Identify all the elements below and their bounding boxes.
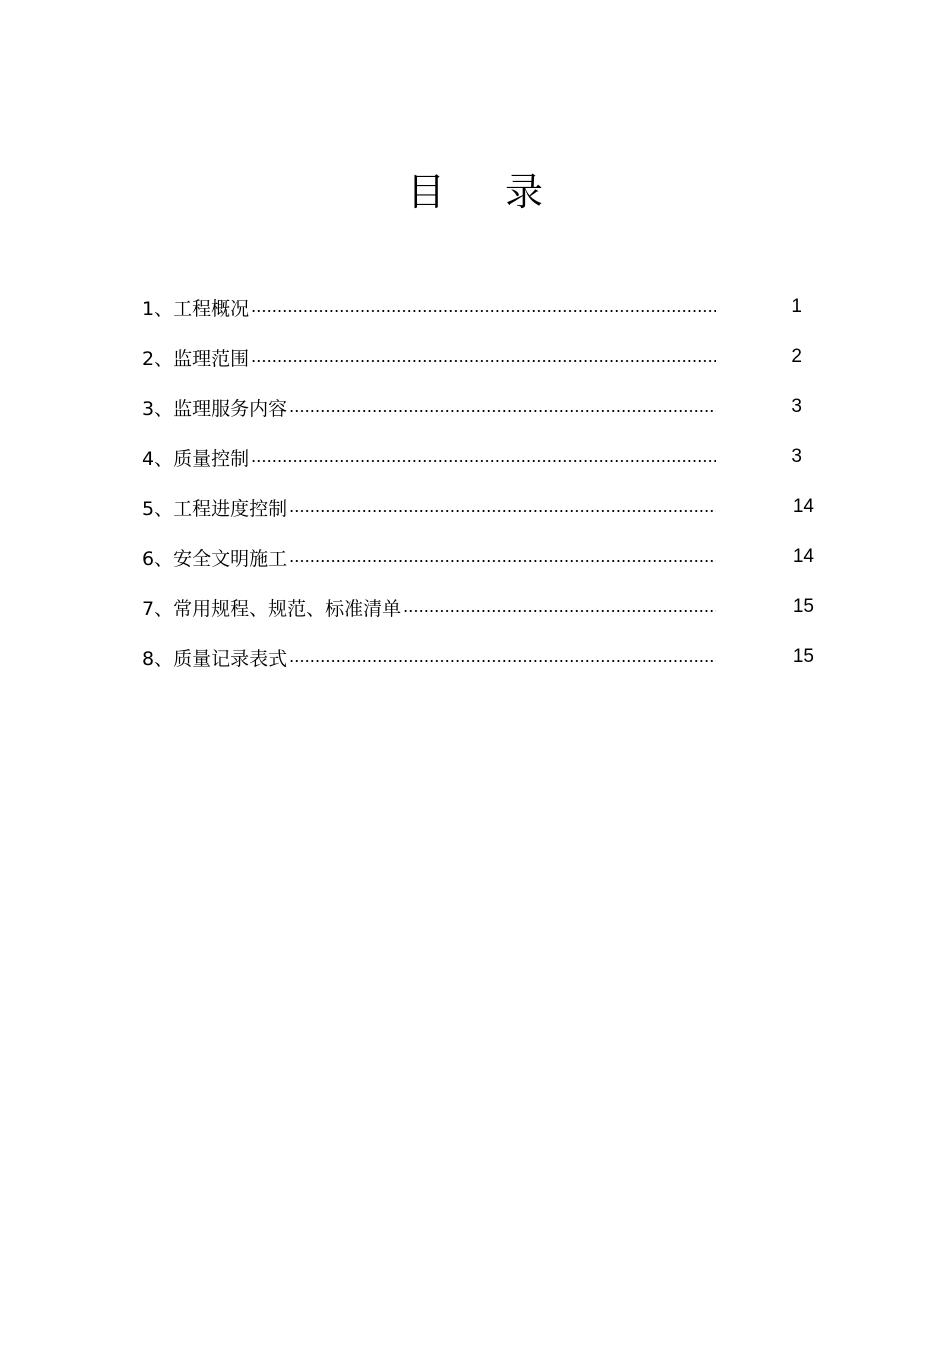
- toc-entry-page: 15: [792, 596, 814, 617]
- toc-entry[interactable]: [142, 432, 822, 482]
- toc-entry[interactable]: [142, 382, 822, 432]
- title-char-right: 录: [505, 170, 544, 214]
- toc-entry-page: 3: [791, 396, 802, 417]
- dot-leader: [251, 360, 716, 362]
- toc-entry-label: 6、安全文明施工: [142, 544, 289, 571]
- toc-entry[interactable]: [142, 482, 822, 532]
- toc-entry-page: 15: [792, 646, 814, 667]
- toc-entry-page: 2: [791, 346, 802, 367]
- toc-entry-page: 3: [791, 446, 802, 467]
- title-char-left: 目: [406, 170, 445, 214]
- toc-entry-page: 1: [791, 296, 802, 317]
- toc-entry-page: 14: [792, 546, 814, 567]
- toc-entry-label: 7、常用规程、规范、标准清单: [142, 594, 403, 621]
- dot-leader: [289, 410, 716, 412]
- dot-leader: [289, 560, 716, 562]
- dot-leader: [289, 510, 716, 512]
- toc-entry[interactable]: [142, 582, 822, 632]
- dot-leader: [251, 310, 716, 312]
- toc-entry-label: 2、监理范围: [142, 344, 251, 371]
- toc-entry[interactable]: [142, 282, 822, 332]
- toc-entry-page: 14: [792, 496, 814, 517]
- page-title: [0, 168, 950, 216]
- toc-entry[interactable]: [142, 632, 822, 682]
- dot-leader: [403, 610, 716, 612]
- toc-entry-label: 5、工程进度控制: [142, 494, 289, 521]
- dot-leader: [289, 660, 716, 662]
- table-of-contents: [142, 282, 822, 682]
- toc-entry-label: 8、质量记录表式: [142, 644, 289, 671]
- dot-leader: [251, 460, 716, 462]
- toc-entry-label: 3、监理服务内容: [142, 394, 289, 421]
- toc-entry[interactable]: [142, 532, 822, 582]
- toc-entry-label: 1、工程概况: [142, 294, 251, 321]
- toc-entry-label: 4、质量控制: [142, 444, 251, 471]
- toc-entry[interactable]: [142, 332, 822, 382]
